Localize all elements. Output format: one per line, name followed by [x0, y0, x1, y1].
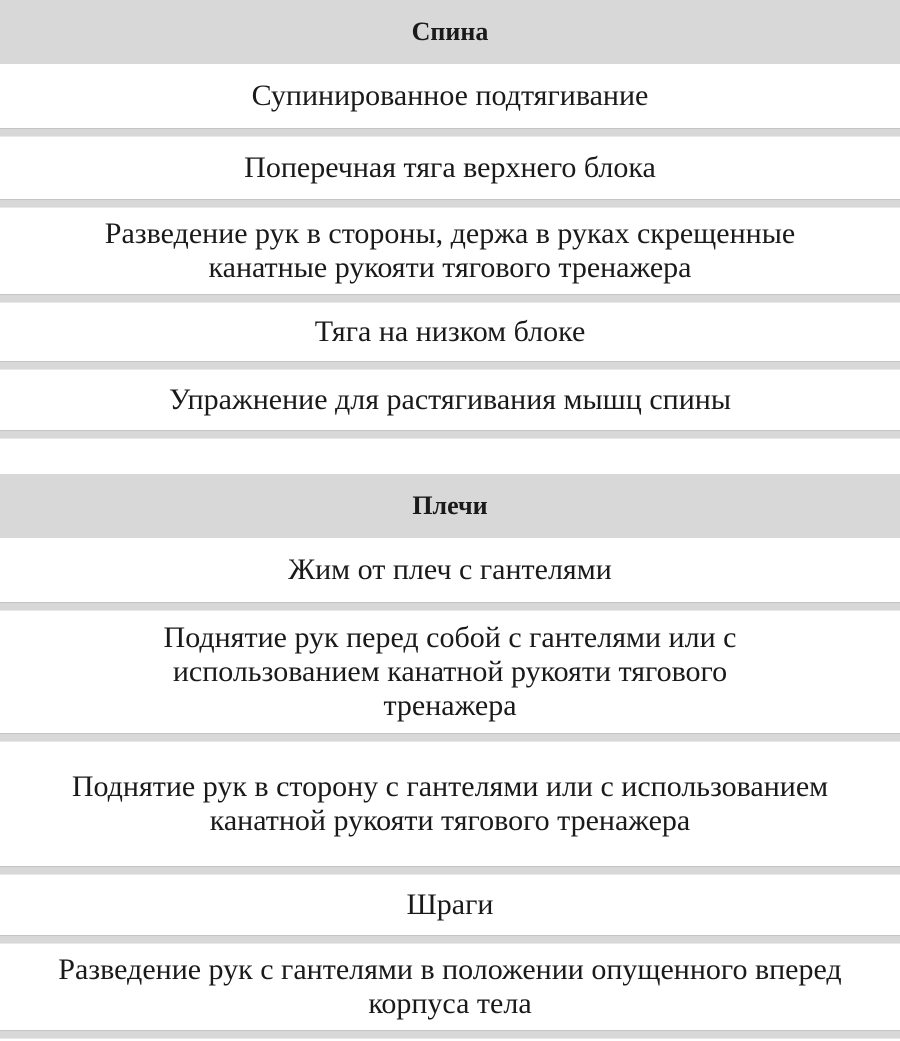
row-divider: [0, 128, 900, 137]
table-row: [0, 742, 900, 866]
exercise-name: Шраги: [406, 888, 494, 921]
exercise-name: Упражнение для растягивания мышц спины: [169, 383, 731, 416]
exercise-name: Разведение рук в стороны, держа в руках скрещенные канатные рукояти тягового тренажера: [104, 217, 796, 284]
back-table-title: Спина: [411, 17, 489, 46]
table-row: [0, 538, 900, 602]
exercise-name: Поперечная тяга верхнего блока: [244, 151, 656, 184]
exercise-name: Разведение рук с гантелями в положении опущенного вперед корпуса тела: [58, 953, 842, 1020]
shoulders-table-header: [0, 474, 900, 538]
exercise-name: Тяга на низком блоке: [314, 315, 586, 348]
shoulders-exercises-table: [0, 474, 900, 1039]
exercise-name: Жим от плеч с гантелями: [288, 553, 612, 586]
exercise-name: Поднятие рук перед собой с гантелями или с использованием канатной рукояти тягового тренажера: [163, 621, 737, 722]
table-row: [0, 137, 900, 199]
table-row: [0, 303, 900, 361]
row-divider: [0, 935, 900, 944]
table-row: [0, 208, 900, 294]
back-exercises-table: [0, 0, 900, 439]
back-table-header: [0, 0, 900, 64]
row-divider: [0, 199, 900, 208]
table-row: [0, 370, 900, 430]
shoulders-table-title: Плечи: [412, 491, 488, 520]
exercise-name: Поднятие рук в сторону с гантелями или с использованием канатной рукояти тягового тренажера: [71, 770, 829, 837]
row-divider: [0, 602, 900, 611]
table-row: [0, 875, 900, 935]
table-row: [0, 64, 900, 128]
table-row: [0, 944, 900, 1030]
row-divider: [0, 294, 900, 303]
row-divider: [0, 361, 900, 370]
exercise-name: Супинированное подтягивание: [251, 79, 649, 112]
row-divider: [0, 1030, 900, 1039]
row-divider: [0, 430, 900, 439]
row-divider: [0, 866, 900, 875]
table-row: [0, 611, 900, 733]
row-divider: [0, 733, 900, 742]
